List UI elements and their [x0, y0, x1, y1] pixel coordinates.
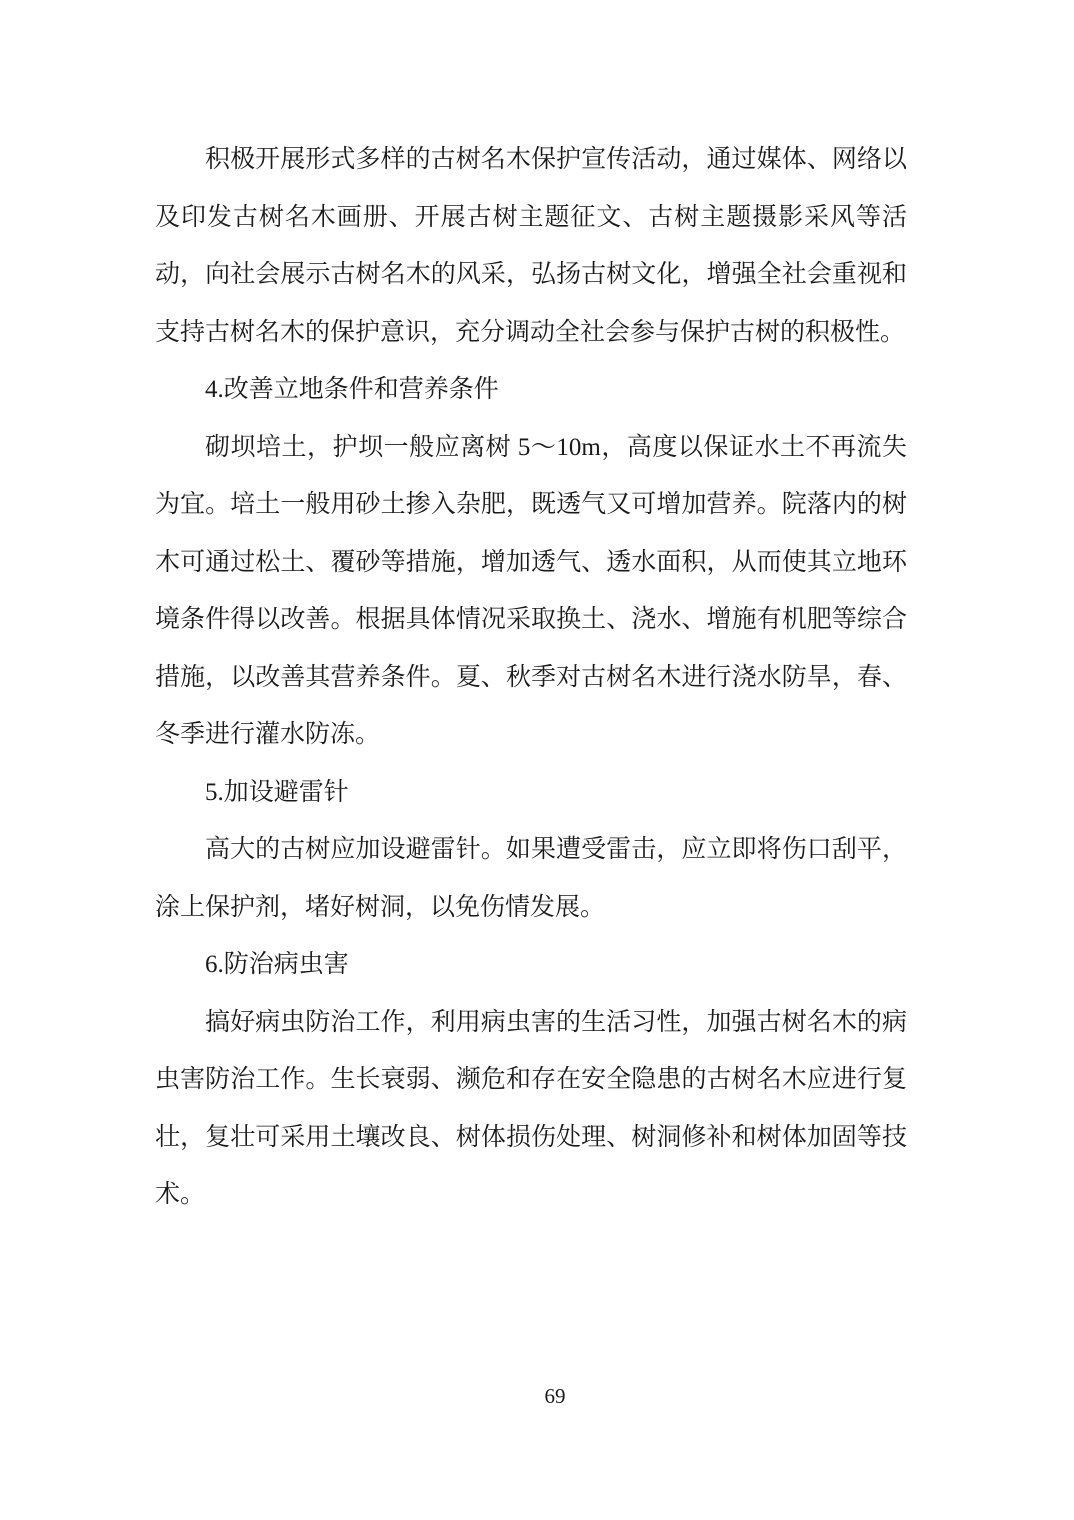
document-body	[155, 131, 907, 1224]
paragraph-publicity: 积极开展形式多样的古树名木保护宣传活动，通过媒体、网络以及印发古树名木画册、开展古树主题征文、古树主题摄影采风等活动，向社会展示古树名木的风采，弘扬古树文化，增强全社会重视和支持古树名木的保护意识，充分调动全社会参与保护古树的积极性。	[155, 146, 907, 346]
section-heading-6: 6.防治病虫害	[205, 951, 349, 978]
section-heading-5: 5.加设避雷针	[205, 778, 349, 806]
paragraph-pest-control: 搞好病虫防治工作，利用病虫害的生活习性，加强古树名木的病虫害防治工作。生长衰弱、濒危和存在安全隐患的古树名木应进行复壮，复壮可采用土壤改良、树体损伤处理、树洞修补和树体加固等技术。	[155, 1008, 907, 1208]
section-heading-4: 4.改善立地条件和营养条件	[205, 376, 499, 403]
paragraph-site-nutrition: 砌坝培土，护坝一般应离树 5～10m，高度以保证水土不再流失为宜。培土一般用砂土掺入杂肥，既透气又可增加营养。院落内的树木可通过松土、覆砂等措施，增加透气、透水面积，从而使其立地环境条件得以改善。根据具体情况采取换土、浇水、增施有机肥等综合措施，以改善其营养条件。夏、秋季对古树名木进行浇水防旱，春、冬季进行灌水防冻。	[155, 433, 907, 748]
paragraph-lightning-rod: 高大的古树应加设避雷针。如果遭受雷击，应立即将伤口刮平，涂上保护剂，堵好树洞，以免伤情发展。	[155, 836, 907, 921]
page-number: 69	[544, 1384, 566, 1408]
